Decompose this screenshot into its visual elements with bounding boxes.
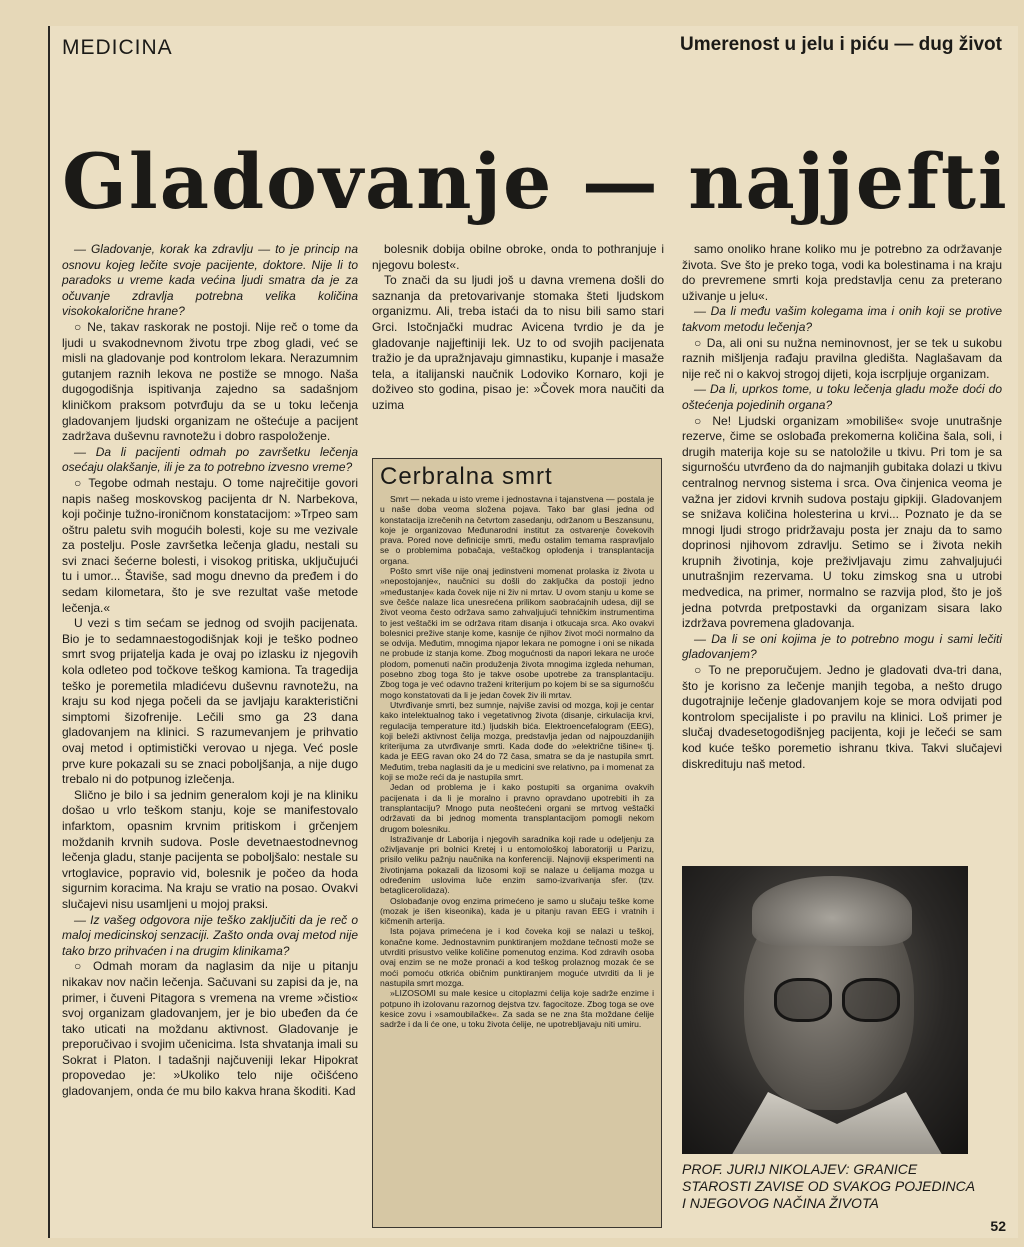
sidebar-paragraph: Jedan od problema je i kako postupiti sa organima ovakvih pacijenata i da li je moralno i pravno opravdano upotrebiti ih za transplantaciju? Mnogo puta neoštećeni organi se mrtvog veštački održavati da bi jednog momenta transplantacijom pomogli nekom drugom bolesniku.: [380, 782, 654, 834]
section-label: MEDICINA: [62, 36, 173, 59]
sidebar-paragraph: Pošto smrt više nije onaj jedinstveni momenat prolaska iz života u »nepostojanje«, naučnici su došli do zaključka da postoji jedno »međustanje« kada čovek nije ni živ ni mrtav. U ovom stanju u kome se sve češće nalaze lica unesrećena prilikom saobraćajnih udesa, dijl se život veoma često održava samo zahvaljujući tehničkim instrumentima to jest veštački im se održava ritam disanja i otkucaja srca. Ako ovakvi bolesnici prežive stanje kome, kasnije će njihov život moći normalno da se odvija. Međutim, mnogima njapor lekara ne pomogne i oni se nikada ne probude iz stanja kome. Zbog mogućnosti da napori lekara ne uroće plodom, pomenuti način produženja života mnogima izgleda nehuman, posebno zbog toga što je takve osobe upotrebe za transplantaciju. Zbog toga je već odavno traženi kriterijum po kojem bi se sa sigurnošću mogo konstatovati da li je jedan čovek živ ili mrtav.: [380, 566, 654, 700]
interview-answer: To znači da su ljudi još u davna vremena došli do saznanja da pretovarivanje stomaka šteti ljudskom organizmu. Ali, treba istaći da to nisu bili samo stari Grci. Istočnjački mudrac Avicena tvrdio je da je gladovanje najjeftiniji lek. Uz to od svojih pacijenata tražio je da upražnjavaju gimnastiku, kupanje i masaže tela, a italijanski naučnik Lodoviko Kornaro, koji je doživeo sto godina, pisao je: »Čovek mora naučiti da uzima: [372, 273, 664, 412]
interview-answer: ○ Tegobe odmah nestaju. O tome najrečitije govori napis našeg moskovskog pacijenta dr N. Narbekova, koji počinje tužno-ironičnom konstatacijom: »Trpeo sam oštru paletu svih mogućih bolesti, koje su me vezivale za postelju. Posle završetka lečenja gladu, nestali su svi znaci šećerne bolesti, i visokog pritiska, uključujući tu i umor... Štaviše, sad mogu dnevno da pređem i do sedam kilometara, što je sve rezultat vaše metode lečenja.«: [62, 475, 358, 615]
interview-answer: samo onoliko hrane koliko mu je potrebno za održavanje života. Sve što je preko toga, vodi ka bolestinama i na kraju do prevremene smrti koja predstavlja cenu za preterano uživanje u jelu«.: [682, 242, 1002, 303]
interview-question: — Da li se oni kojima je to potrebno mogu i sami lečiti gladovanjem?: [682, 631, 1002, 662]
text-column-1: [62, 242, 358, 1100]
glasses-right: [842, 978, 900, 1022]
sidebar-title: Cerbralna smrt: [380, 463, 553, 490]
interview-answer: ○ Da, ali oni su nužna neminovnost, jer se tek u sukobu raznih mišljenja rađaju pravilna gledišta. Naglašavam da nije reč ni o kakvoj strogoj dijeti, koja iscrpljuje organizam.: [682, 335, 1002, 381]
photo-caption: PROF. JURIJ NIKOLAJEV: GRANICE STAROSTI ZAVISE OD SVAKOG POJEDINCA I NJEGOVOG NAČINA ŽIVOTA: [682, 1161, 975, 1211]
sidebar-paragraph: Ista pojava primećena je i kod čoveka koji se nalazi u teškoj, konačne kome. Jednostavnim punktiranjem moždane tečnosti može se utvrditi prisustvo velike količine pomenutog enzima. Kod zdravih osoba ovaj enzim se ne može pronaći a kod teškog prolaznog mozak će se moći pomoću otkrića običnim punktiranjem moguće utvrditi da li je nastupila smrt mozga.: [380, 926, 654, 988]
interview-answer: Slično je bilo i sa jednim generalom koji je na kliniku došao u vrlo teškom stanju, koje se manifestovalo infarktom, opasnim krvnim pritiskom i grčenjem moždanih krvnih sudova. Posle devetnaestodnevnog lečenja gladu, stanje pacijenta se poboljšalo: nestale su vrtoglavice, popravio vid, bolesnik je počeo da hoda sigurnim koracima. Na kraju se vratio na posao. Ovakvi slučajevi nisu usamljeni u mojoj praksi.: [62, 787, 358, 911]
sidebar-paragraph: »LIZOSOMI su male kesice u citoplazmi ćelija koje sadrže enzime i potpuno ih izolovanu razornog dejstva tzv. fagocitoze. Zbog toga se ove kesice zovu i »samoubilačke«. Za sada se ne zna šta moždane ćelije sadrže i da li će one, u toku života ćelije, ne upotrebljavaju niti umiru.: [380, 988, 654, 1030]
sidebar-paragraph: Istraživanje dr Laborija i njegovih saradnika koji rade u odeljenju za oživljavanje pri bolnici Kretej i u entomološkoj laboratoriji u Parizu, prisilo veliku pažnju naučnika na konferenciji. Najnoviji eksperimenti na životinjama pokazali da lizosomi koji se nalaze u ćelijama mozga u određenim uslovima luče enzim samo-izvarivanja sfer. (tzv. betaglicerolidaza).: [380, 833, 654, 896]
interview-answer: ○ To ne preporučujem. Jedno je gladovati dva-tri dana, što je korisno za lečenje manjih tegoba, a nešto drugo dugotrajnije lečenje gladovanjem koje se mora odvijati pod kontrolom specijaliste i po pravilu na klinici. Loš primer je slučaj dvadesetogodišnjeg pacijenta, koji je lečeći se sam kod kuće teško poremetio ishranu tkiva. Takvi slučajevi diskredituju naš metod.: [682, 663, 1002, 771]
interview-question: — Da li pacijenti odmah po završetku lečenja osećaju olakšanje, ili je za to potrebno izvesno vreme?: [62, 444, 358, 475]
article-kicker: Umerenost u jelu i piću — dug život: [680, 34, 1002, 55]
interview-question: — Da li među vašim kolegama ima i onih koji se protive takvom metodu lečenja?: [682, 304, 1002, 334]
interview-answer: bolesnik dobija obilne obroke, onda to pothranjuje i njegovu bolest«.: [372, 242, 664, 272]
page-number: 52: [990, 1218, 1006, 1234]
portrait-hair: [752, 876, 912, 946]
sidebar-paragraph: Oslobađanje ovog enzima primećeno je samo u slučaju teške kome (mozak je išen kiseonika), kada je u pitanju ravan EEG i vratnih i kičmenih arterija.: [380, 895, 654, 927]
text-column-3: [682, 242, 1002, 772]
sidebar-box: [372, 458, 662, 1228]
text-column-2: [372, 242, 664, 414]
sidebar-body: [380, 494, 654, 1029]
sidebar-paragraph: Smrt — nekada u isto vreme i jednostavna i tajanstvena — postala je u naše doba veoma složena pojava. Tako bar glasi jedna od konstatacija izrečenih na četvrtom zasedanju, održanom u Beszansunu, koje je organizovao Međunarodni institut za ostvarenje čovekovih prava. Pored nove definicije smrti, među ostalim temama raspravljalo se o problemima pobačaja, veštačkog oplođenja i transplantacija organa.: [380, 494, 654, 566]
article-headline: Gladovanje — najjefti: [62, 137, 1009, 226]
interview-question: — Iz vašeg odgovora nije teško zaključiti da je reč o maloj medicinskoj senzaciji. Zašto onda ovaj metod nije tako brzo prihvaćen i na drugim klinikama?: [62, 912, 358, 958]
sidebar-paragraph: Utvrđivanje smrti, bez sumnje, najviše zavisi od mozga, koji je centar kako intelektualnog tako i vegetativnog života (disanje, cirkulacija krvi, regulacija temperature itd.) ljudskih bića. Elektroencefalogram (EEG), koji beleži aktivnost čelija mozga, predstavlja jedan od najpouzdanijih kriterijuma za utvrđivanje smrti. Kada dođe do »električne tišine« tj. kada je EEG ravan oko 24 do 72 časa, smatra se da je nastupila smrt. Međutim, treba naglasiti da je u medicini sve relativno, pa i momenat za koji se može reći da je nastupila smrt.: [380, 699, 654, 783]
portrait-photo: [682, 866, 968, 1154]
interview-question: — Gladovanje, korak ka zdravlju — to je princip na osnovu kojeg lečite svoje pacijente, doktore. Nije li to paradoks u vreme kada većina ljudi smatra da je za očuvanje zdravlja potrebna velika količina visokokalorične hrane?: [62, 242, 358, 319]
interview-answer: U vezi s tim sećam se jednog od svojih pacijenata. Bio je to sedamnaestogodišnjak koji je teško podneo smrt svog prijatelja kada je ovaj po izlasku iz njegovih kola odleteo pod točkove teškog kamiona. Ta tragedija teško je poremetila mladićevu duševnu ravnotežu, na kraju su kod njega počeli da se javljaju karakteristični simptomi šizofrenije. Lečili smo ga 23 dana gladovanjem na klinici. S razumevanjem je prihvatio ovaj metod i optimistički verovao u njega. Već posle prve kure pokazali su se znaci poboljšanja, a nije dugo trebalo ni do potpunog izlečenja.: [62, 616, 358, 787]
magazine-page: [48, 26, 1018, 1238]
glasses-left: [774, 978, 832, 1022]
interview-answer: ○ Odmah moram da naglasim da nije u pitanju nikakav nov način lečenja. Sačuvani su zapisi da je, na primer, i čuveni Pitagora s vremena na vreme »čistio« svoj organizam gladovanjem, jer je bio ubeđen da će tako uticati na moždanu aktivnost. Gladovanje je preporučivao i svojim učenicima. Ista shvatanja imali su Sokrat i Platon. I tadašnji najčuveniji lekar Hipokrat propovedao je: »Ukoliko telo nije očišćeno gladovanjem, onda će mu bilo kakva hrana škoditi. Kad: [62, 959, 358, 1099]
interview-answer: ○ Ne, takav raskorak ne postoji. Nije reč o tome da ljudi u svakodnevnom životu trpe zbog gladi, već se misli na gladovanje pod kontrolom lekara. Nerazumnim gutanjem raznih lekova ne postiže se mnogo. Naša dugogodišnja ispitivanja zajedno sa sadašnjom kliničkom praksom potvrđuju da se u toku lečenja gladovanjem ljudski organizam ne oštećuje a pacijent zadržava duševnu ravnotežu i dobro raspoloženje.: [62, 319, 358, 444]
interview-question: — Da li, uprkos tome, u toku lečenja gladu može doći do oštećenja pojedinih organa?: [682, 382, 1002, 412]
interview-answer: ○ Ne! Ljudski organizam »mobiliše« svoje unutrašnje rezerve, čime se oslobađa prekomerna količina šala, soli, i drugih materija koje su se natoložile u tkivu. Pri tom je sa sigurnošću utvrđeno da do najmanjih gubitaka dolazi u tkivu centralnog nervnog sistema i srca. Ova činjenica veoma je važna jer zidovi krvnih sudova postaju gipkiji. Gladovanjem se snižava količina holesterina u krvi... Poznato je da se mnogi ljudi strogo pridržavaju posta jer znaju da to samo doprinosi njihovom zdravlju. Setimo se i života nekih krupnih životinja, koje preživljavaju zimu zahvaljujući unutrašnjim rezervama. U toku zimskog sna u utrobi medvedica, na primer, normalno se razvija plod, što je još jedna potvrda pretpostavki da organizam sisara lako izdržava povremena gladovanja.: [682, 413, 1002, 631]
